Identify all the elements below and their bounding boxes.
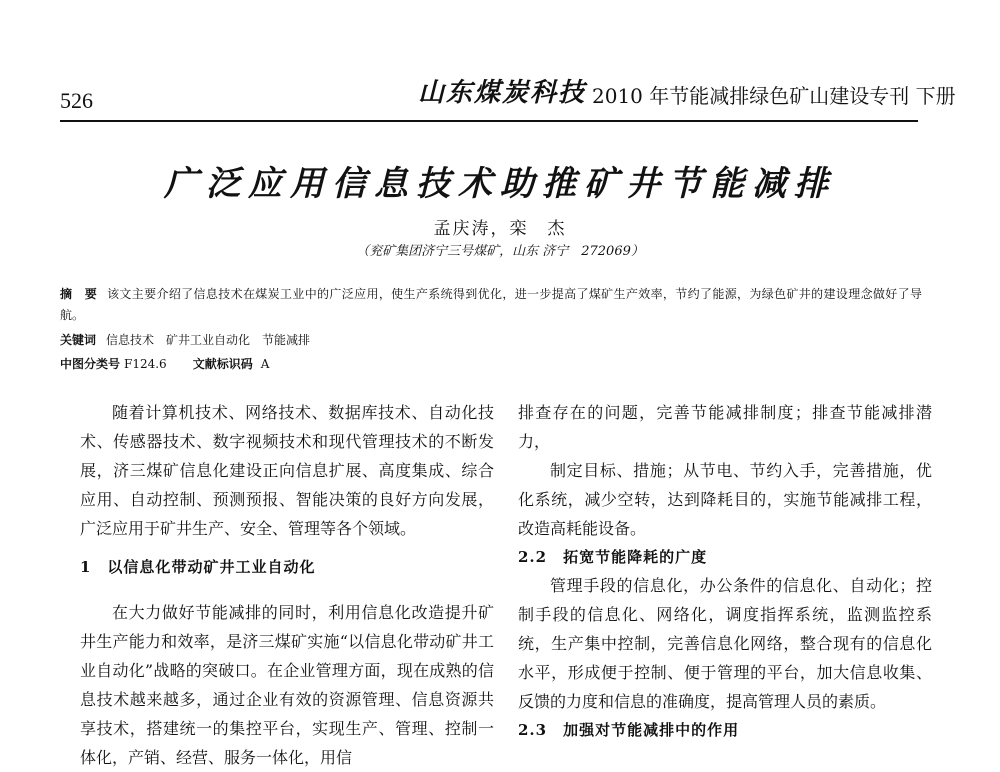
abstract (60, 284, 922, 326)
authors: 孟庆涛，栾 杰 (433, 219, 567, 239)
class-label: 中图分类号 (60, 357, 121, 371)
section-2-2-paragraph: 管理手段的信息化，办公条件的信息化、自动化；控制手段的信息化、网络化，调度指挥系统，监测监控系统，生产集中控制，完善信息化网络，整合现有的信息化水平，形成便于控制、便于管理的平台，加大信息收集、反馈的力度和信息的准确度，提高管理人员的素质。 (518, 576, 932, 711)
doc-value: A (260, 357, 270, 371)
continued-paragraph: 排查存在的问题，完善节能减排制度；排查节能减排潜力， (518, 403, 932, 451)
left-column (80, 398, 494, 772)
affiliation: （兖矿集团济宁三号煤矿，山东 济宁 272069） (356, 244, 644, 259)
keywords-label: 关键词 (60, 333, 97, 347)
page-number: 526 (60, 88, 93, 113)
class-value: F124.6 (124, 357, 167, 371)
header-rule (60, 120, 918, 122)
section-1-paragraph: 在大力做好节能减排的同时，利用信息化改造提升矿井生产能力和效率，是济三煤矿实施“以信息化带动矿井工业自动化”战略的突破口。在企业管理方面，现在成熟的信息技术越来越多，通过企业有效的资源管理、信息资源共享技术，搭建统一的集控平台，实现生产、管理、控制一体化，产销、经营、服务一体化，用信 (80, 603, 494, 767)
section-2-3-heading: 2.3 加强对节能减排中的作用 (518, 721, 740, 739)
abstract-label: 摘 要 (60, 287, 98, 301)
intro-paragraph: 随着计算机技术、网络技术、数据库技术、自动化技术、传感器技术、数字视频技术和现代管理技术的不断发展，济三煤矿信息化建设正向信息扩展、高度集成、综合应用、自动控制、预测预报、智能决策的良好方向发展，广泛应用于矿井生产、安全、管理等各个领域。 (80, 403, 494, 538)
abstract-text: 该文主要介绍了信息技术在煤炭工业中的广泛应用，使生产系统得到优化，进一步提高了煤矿生产效率，节约了能源，为绿色矿井的建设理念做好了导航。 (60, 287, 922, 322)
classification-line (60, 354, 922, 375)
journal-logo: 山东煤炭科技 (418, 78, 587, 108)
keywords-text: 信息技术 矿井工业自动化 节能减排 (106, 333, 311, 347)
measures-paragraph: 制定目标、措施；从节电、节约入手，完善措施，优化系统，减少空转，达到降耗目的，实施节能减排工程，改造高耗能设备。 (518, 461, 932, 538)
keywords (60, 330, 922, 351)
right-column (518, 398, 932, 744)
journal-issue: 2010 年节能减排绿色矿山建设专刊 下册 (592, 84, 956, 108)
section-1-heading: 1 以信息化带动矿井工业自动化 (80, 558, 316, 576)
section-2-2-heading: 2.2 拓宽节能降耗的广度 (518, 548, 708, 566)
article-title: 广泛应用信息技术助推矿井节能减排 (164, 164, 836, 204)
doc-label: 文献标识码 (192, 357, 253, 371)
